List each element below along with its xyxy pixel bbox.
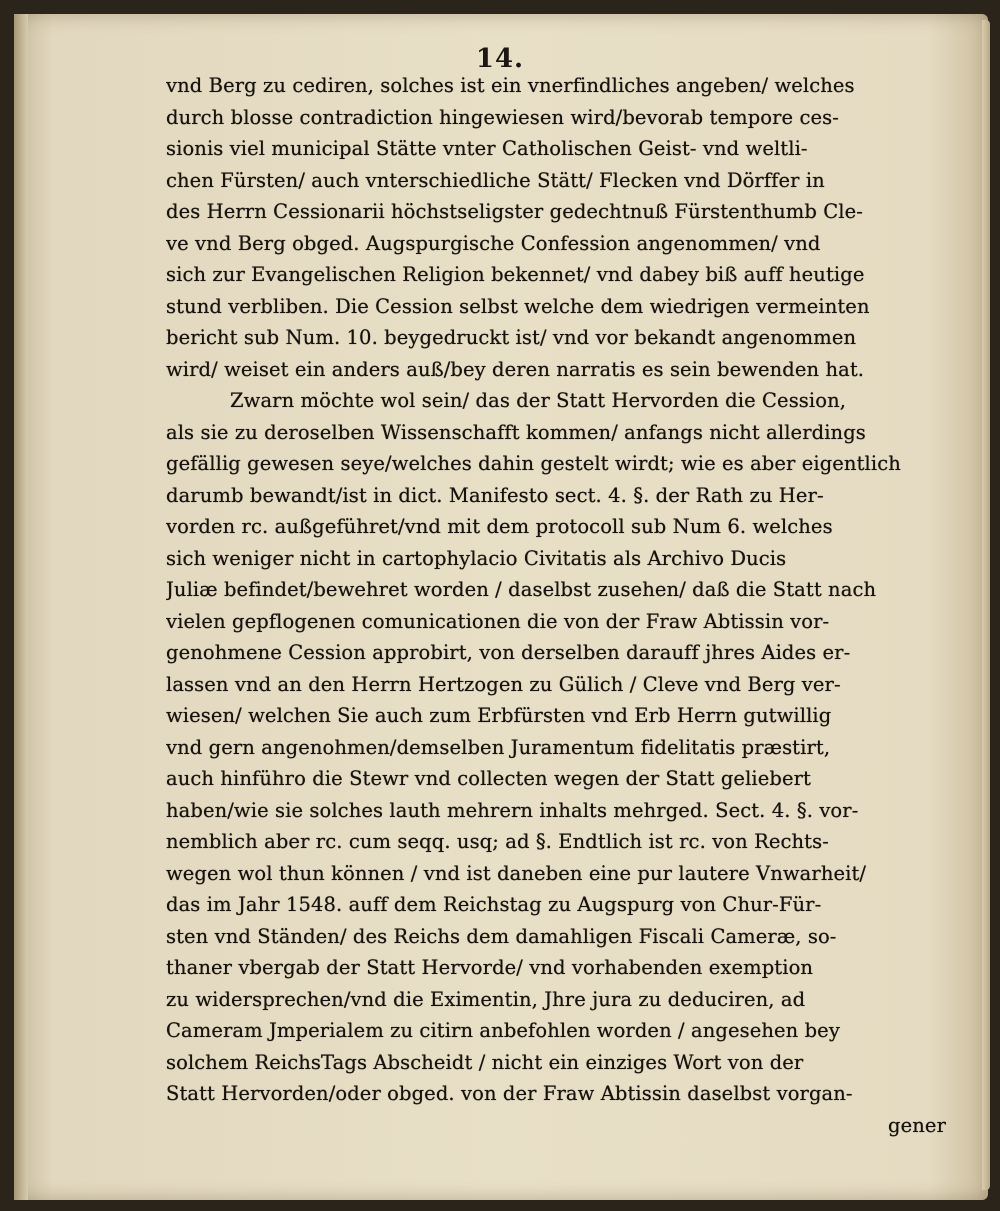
text-line: Statt Hervorden/oder obged. von der Fraw Abtissin daselbst vorgan- — [166, 1082, 853, 1105]
text-line: vielen gepflogenen comunicationen die von der Fraw Abtissin vor- — [166, 609, 830, 633]
text-line: bericht sub Num. 10. beygedruckt ist/ vnd vor bekandt angenommen — [166, 326, 857, 349]
text-line: Cameram Jmperialem zu citirn anbefohlen worden / angesehen bey — [166, 1019, 840, 1042]
text-line: solchem ReichsTags Abscheidt / nicht ein einziges Wort von der — [166, 1050, 804, 1074]
text-line: wiesen/ welchen Sie auch zum Erbfürsten vnd Erb Herrn gutwillig — [166, 704, 832, 727]
text-line: haben/wie sie solches lauth mehrern inhalts mehrged. Sect. 4. §. vor- — [166, 798, 859, 822]
text-line: lassen vnd an den Herrn Hertzogen zu Gülich / Cleve vnd Berg ver- — [166, 672, 841, 696]
text-line: nemblich aber rc. cum seqq. usq; ad §. Endtlich ist rc. von Rechts- — [166, 830, 829, 853]
book-gutter — [14, 14, 28, 1200]
text-line: chen Fürsten/ auch vnterschiedliche Stätt/ Flecken vnd Dörffer in — [166, 168, 825, 192]
text-line: stund verbliben. Die Cession selbst welche dem wiedrigen vermeinten — [166, 294, 870, 318]
catchword: gener — [888, 1113, 946, 1137]
text-line: gefällig gewesen seye/welches dahin gestelt wirdt; wie es aber eigentlich — [166, 452, 901, 475]
text-line: als sie zu deroselben Wissenschafft kommen/ anfangs nicht allerdings — [166, 420, 866, 444]
text-line: genohmene Cession approbirt, von derselben darauff jhres Aides er- — [166, 641, 851, 664]
page-edge — [982, 20, 990, 1190]
text-line: sich zur Evangelischen Religion bekennet/ vnd dabey biß auff heutige — [166, 263, 865, 286]
text-line: auch hinführo die Stewr vnd collecten wegen der Statt geliebert — [166, 767, 811, 790]
text-line: durch blosse contradiction hingewiesen wird/bevorab tempore ces- — [166, 105, 839, 129]
text-line: wegen wol thun können / vnd ist daneben eine pur lautere Vnwarheit/ — [166, 861, 867, 885]
text-line: ve vnd Berg obged. Augspurgische Confession angenommen/ vnd — [166, 231, 821, 255]
text-line: sionis viel municipal Stätte vnter Catholischen Geist- vnd weltli- — [166, 137, 808, 160]
page-number: 14. — [475, 44, 525, 74]
text-line: sten vnd Ständen/ des Reichs dem damahligen Fiscali Cameræ, so- — [166, 924, 837, 948]
text-line: Juliæ befindet/bewehret worden / daselbst zusehen/ daß die Statt nach — [166, 578, 877, 601]
text-line: darumb bewandt/ist in dict. Manifesto sect. 4. §. der Rath zu Her- — [166, 483, 824, 507]
text-line: das im Jahr 1548. auff dem Reichstag zu Augspurg von Chur-Für- — [166, 893, 822, 916]
text-line: zu widersprechen/vnd die Eximentin, Jhre jura zu deduciren, ad — [166, 987, 806, 1011]
paragraph-start-line: Zwarn möchte wol sein/ das der Statt Hervorden die Cession, — [230, 389, 847, 412]
text-line: vnd gern angenohmen/demselben Juramentum fidelitatis præstirt, — [166, 735, 831, 759]
text-line: vnd Berg zu cediren, solches ist ein vnerfindliches angeben/ welches — [166, 74, 855, 97]
text-line: vorden rc. außgeführet/vnd mit dem protocoll sub Num 6. welches — [166, 515, 833, 538]
text-line: des Herrn Cessionarii höchstseligster gedechtnuß Fürstenthumb Cle- — [166, 200, 863, 223]
body-text — [166, 70, 946, 1141]
text-line: sich weniger nicht in cartophylacio Civitatis als Archivo Ducis — [166, 546, 787, 570]
text-line: wird/ weiset ein anders auß/bey deren narratis es sein bewenden hat. — [166, 357, 865, 381]
text-line: thaner vbergab der Statt Hervorde/ vnd vorhabenden exemption — [166, 956, 814, 979]
